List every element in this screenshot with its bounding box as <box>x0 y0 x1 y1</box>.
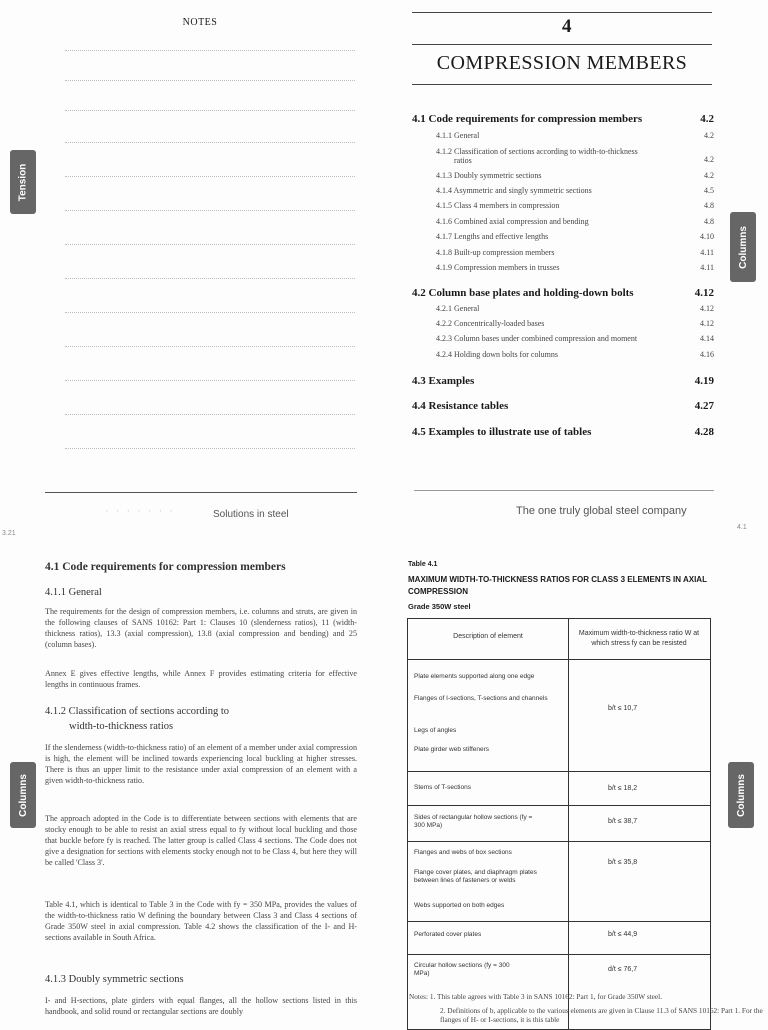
element-description: Legs of angles <box>414 727 457 734</box>
toc-page: 4.19 <box>694 375 714 387</box>
toc-page: 4.2 <box>704 131 714 140</box>
toc-page: 4.2 <box>704 171 714 180</box>
note-line <box>65 312 355 313</box>
toc-page: 4.12 <box>694 287 714 299</box>
chapter-bottom-rule <box>412 84 712 85</box>
toc-page: 4.16 <box>700 350 714 359</box>
toc-page: 4.8 <box>704 217 714 226</box>
table-note: Notes: 1. This table agrees with Table 3 in SANS 10162: Part 1, for Grade 350W steel. <box>409 992 663 1001</box>
element-description: Flange cover plates, and diaphragm plates between lines of fasteners or welds <box>414 869 537 884</box>
chapter-number: 4 <box>562 16 572 37</box>
table-caption: MAXIMUM WIDTH-TO-THICKNESS RATIOS FOR CLASS 3 ELEMENTS IN AXIAL COMPRESSION <box>408 575 707 596</box>
ratio-table <box>407 618 711 1030</box>
chapter-title: COMPRESSION MEMBERS <box>436 52 688 74</box>
note-line <box>65 50 355 51</box>
table-grade: Grade 350W steel <box>408 602 471 611</box>
table-header-ratio: Maximum width-to-thickness ratio W at which stress fy can be resisted <box>578 630 700 647</box>
toc-entry[interactable] <box>384 113 768 127</box>
toc-entry[interactable] <box>384 319 768 333</box>
paragraph: The requirements for the design of compression members, i.e. columns and struts, are given in the following clauses of SANS 10162: Part 1: Clauses 10 (slenderness ratios), 11 (width-thickness ratios), 13.3 (axial compression), 13.8 (axial compression and bending) and 25 (column bases). <box>45 607 357 649</box>
element-description: Stems of T-sections <box>414 784 471 791</box>
footer-tagline: Solutions in steel <box>213 509 289 520</box>
toc-label: 4.2.1 General <box>436 304 480 313</box>
toc-page: 4.2 <box>700 113 714 125</box>
columns-side-tab[interactable] <box>730 212 756 282</box>
toc-label: 4.1 Code requirements for compression members <box>412 113 643 125</box>
toc-entry[interactable] <box>384 426 768 440</box>
toc-entry[interactable] <box>384 201 768 215</box>
subsection-heading: 4.1.1 General <box>45 587 102 598</box>
table-note: 2. Definitions of b, applicable to the various elements are given in Clause 11.3 of SANS 10162: Part 1. For the flanges of H- or I-sections, it is this table <box>440 1006 763 1024</box>
paragraph: Table 4.1, which is identical to Table 3 in the Code with fy = 350 MPa, provides the values of the width-to-thickness ratio W defining the boundary between Class 3 and Class 4 sections of Grade 350W steel in axial compression. Table 4.2 shows the classification of the I- and H-sections available in South Africa. <box>45 900 357 942</box>
columns-side-tab[interactable] <box>10 762 36 828</box>
paragraph: If the slenderness (width-to-thickness ratio) of an element of a member under axial compression is high, the element will be inclined towards experiencing local buckling at higher stresses. There is thus an upper limit to the resistance under axial compression of an element with a given width-to-thickness ratio. <box>45 743 357 785</box>
toc-label: 4.1.4 Asymmetric and singly symmetric sections <box>436 186 592 195</box>
table-rule <box>408 659 710 660</box>
page-marker: 4.1 <box>737 524 747 531</box>
toc-entry[interactable] <box>384 171 768 185</box>
footer-tagline: The one truly global steel company <box>516 505 687 517</box>
table-rule <box>408 954 710 955</box>
toc-page: 4.14 <box>700 334 714 343</box>
ratio-limit: b/t ≤ 35,8 <box>608 859 638 866</box>
subsection-heading-continued: width-to-thickness ratios <box>69 721 174 732</box>
notes-page <box>0 0 384 540</box>
toc-label: 4.1.3 Doubly symmetric sections <box>436 171 542 180</box>
note-line <box>65 414 355 415</box>
toc-page: 4.2 <box>704 155 714 164</box>
toc-label: 4.2.2 Concentrically-loaded bases <box>436 319 545 328</box>
toc-page: 4.8 <box>704 201 714 210</box>
ratio-limit: b/t ≤ 44,9 <box>608 931 638 938</box>
table-rule <box>408 921 710 922</box>
footer-brand-faded: · · · · · · · <box>105 505 175 517</box>
toc-label: 4.2.3 Column bases under combined compression and moment <box>436 334 638 343</box>
toc-entry[interactable] <box>384 248 768 262</box>
toc-page: 4.27 <box>694 400 714 412</box>
toc-entry[interactable] <box>384 131 768 145</box>
table-number: Table 4.1 <box>408 561 438 568</box>
paragraph: I- and H-sections, plate girders with equal flanges, all the hollow sections listed in this handbook, and solid round or rectangular sections are doubly <box>45 996 357 1016</box>
toc-label: 4.1.8 Built-up compression members <box>436 248 555 257</box>
chapter-top-rule <box>412 12 712 13</box>
toc-entry[interactable] <box>384 217 768 231</box>
subsection-heading: 4.1.3 Doubly symmetric sections <box>45 974 184 985</box>
toc-label: 4.1.5 Class 4 members in compression <box>436 201 560 210</box>
element-description: Perforated cover plates <box>414 931 482 938</box>
toc-label: 4.2.4 Holding down bolts for columns <box>436 350 558 359</box>
element-description: Webs supported on both edges <box>414 902 505 909</box>
table-rule <box>408 771 710 772</box>
element-description: Circular hollow sections (fy = 300 MPa) <box>414 962 510 977</box>
columns-side-tab[interactable] <box>728 762 754 828</box>
toc-entry[interactable] <box>384 350 768 364</box>
toc-label: 4.2 Column base plates and holding-down bolts <box>412 287 634 299</box>
toc-entry[interactable] <box>384 304 768 318</box>
element-description: Sides of rectangular hollow sections (fy = 300 MPa) <box>414 814 533 829</box>
ratio-limit: d/t ≤ 76,7 <box>608 966 638 973</box>
columns-side-tab-label: Columns <box>737 225 749 269</box>
note-line <box>65 80 355 81</box>
notes-title: NOTES <box>182 17 218 28</box>
toc-entry[interactable] <box>384 334 768 348</box>
table-header-description: Description of element <box>453 633 523 640</box>
toc-page: 4.11 <box>700 263 714 272</box>
toc-page: 4.5 <box>704 186 714 195</box>
columns-side-tab-label: Columns <box>17 773 29 817</box>
ratio-limit: b/t ≤ 18,2 <box>608 785 638 792</box>
note-line <box>65 110 355 111</box>
section-heading: 4.1 Code requirements for compression members <box>45 561 286 573</box>
toc-page: 4.10 <box>700 232 714 241</box>
toc-label: 4.1.7 Lengths and effective lengths <box>436 232 549 241</box>
note-line <box>65 244 355 245</box>
toc-label: 4.3 Examples <box>412 375 475 387</box>
toc-page: 4.12 <box>700 319 714 328</box>
footer-rule <box>45 492 357 493</box>
contents-page <box>384 0 768 540</box>
toc-page: 4.28 <box>694 426 714 438</box>
ratio-limit: b/t ≤ 10,7 <box>608 705 638 712</box>
note-line <box>65 448 355 449</box>
toc-label: 4.1.2 Classification of sections according to width-to-thickness <box>436 147 638 156</box>
note-line <box>65 142 355 143</box>
toc-label-continued: ratios <box>454 156 472 165</box>
columns-side-tab-label: Columns <box>735 773 747 817</box>
toc-entry[interactable] <box>384 263 768 277</box>
toc-entry[interactable] <box>384 147 768 171</box>
paragraph: Annex E gives effective lengths, while Annex F provides estimating criteria for effective lengths in continuous frames. <box>45 669 357 689</box>
paragraph: The approach adopted in the Code is to differentiate between sections with elements that are stocky enough to be able to resist an axial stress equal to fy without local buckling and those that buckle before fy is reached. The latter group is called Class 4 sections. The Code does not give a designation for sections with elements stocky enough not to be Class 4, but here they will be called 'Class 3'. <box>45 814 357 867</box>
element-description: Plate elements supported along one edge <box>414 673 535 680</box>
toc-label: 4.4 Resistance tables <box>412 400 509 412</box>
note-line <box>65 346 355 347</box>
toc-entry[interactable] <box>384 287 768 301</box>
note-line <box>65 278 355 279</box>
note-line <box>65 176 355 177</box>
footer-rule <box>414 490 714 491</box>
element-description: Flanges and webs of box sections <box>414 849 512 856</box>
tension-side-tab-label: Tension <box>17 163 29 201</box>
toc-label: 4.1.1 General <box>436 131 480 140</box>
toc-page: 4.11 <box>700 248 714 257</box>
element-description: Flanges of I-sections, T-sections and channels <box>414 695 548 702</box>
toc-entry[interactable] <box>384 186 768 200</box>
table-rule <box>408 841 710 842</box>
toc-label: 4.1.9 Compression members in trusses <box>436 263 560 272</box>
table-divider <box>568 619 569 1029</box>
toc-page: 4.12 <box>700 304 714 313</box>
subsection-heading: 4.1.2 Classification of sections according to <box>45 706 230 717</box>
toc-entry[interactable] <box>384 375 768 389</box>
toc-entry[interactable] <box>384 232 768 246</box>
table-page <box>395 524 768 1024</box>
body-page <box>0 530 390 1024</box>
toc-entry[interactable] <box>384 400 768 414</box>
table-rule <box>408 805 710 806</box>
toc-label: 4.1.6 Combined axial compression and bending <box>436 217 589 226</box>
ratio-limit: b/t ≤ 38,7 <box>608 818 638 825</box>
note-line <box>65 380 355 381</box>
note-line <box>65 210 355 211</box>
tension-side-tab[interactable] <box>10 150 36 214</box>
toc-label: 4.5 Examples to illustrate use of tables <box>412 426 592 438</box>
chapter-mid-rule <box>412 44 712 45</box>
element-description: Plate girder web stiffeners <box>414 746 490 753</box>
page-marker: 3.21 <box>2 530 16 537</box>
